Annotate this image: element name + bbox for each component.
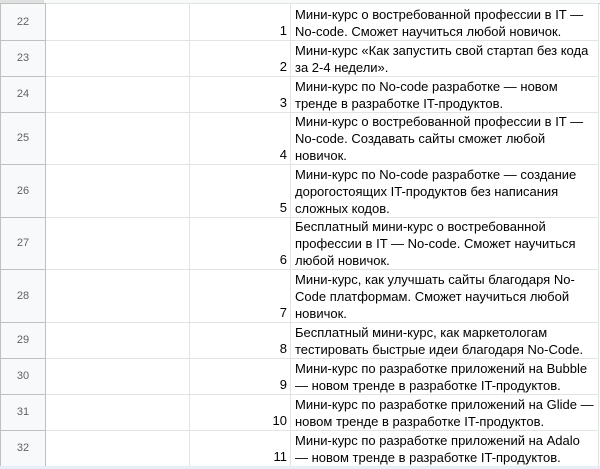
cell-b[interactable] xyxy=(46,218,190,270)
table-row xyxy=(1,431,599,467)
cell-number[interactable]: 2 xyxy=(190,41,291,77)
cell-description[interactable]: Мини-курс, как улучшать сайты благодаря No-Code платформам. Сможет научиться любой новичок. xyxy=(291,270,599,323)
cell-description[interactable]: Мини-курс по разработке приложений на Glide — новом тренде в разработке IT-продуктов. xyxy=(291,395,599,431)
cell-b[interactable] xyxy=(46,77,190,113)
cell-b[interactable] xyxy=(46,359,190,395)
cell-description[interactable]: Мини-курс о востребованной профессии в IT — No-code. Создавать сайты сможет любой новичок. xyxy=(291,113,599,165)
row-header[interactable]: 29 xyxy=(1,323,46,359)
cell-description[interactable]: Мини-курс по No-code разработке — новом тренде в разработке IT-продуктов. xyxy=(291,77,599,113)
cell-description[interactable]: Мини-курс о востребованной профессии в IT — No-code. Сможет научиться любой новичок. xyxy=(291,4,599,41)
table-row xyxy=(1,323,599,359)
cell-b[interactable] xyxy=(46,165,190,218)
table-row xyxy=(1,4,599,41)
cell-b[interactable] xyxy=(46,41,190,77)
row-header[interactable]: 28 xyxy=(1,270,46,323)
row-header[interactable]: 31 xyxy=(1,395,46,431)
cell-description[interactable]: Мини-курс по разработке приложений на Bubble — новом тренде в разработке IT-продуктов. xyxy=(291,359,599,395)
cell-b[interactable] xyxy=(46,395,190,431)
table-row xyxy=(1,113,599,165)
cell-description[interactable]: Бесплатный мини-курс, как маркетологам тестировать быстрые идеи благодаря No-Code. xyxy=(291,323,599,359)
cell-number[interactable]: 5 xyxy=(190,165,291,218)
cell-b[interactable] xyxy=(46,113,190,165)
cell-number[interactable]: 6 xyxy=(190,218,291,270)
cell-number[interactable]: 1 xyxy=(190,4,291,41)
row-header[interactable]: 24 xyxy=(1,77,46,113)
cell-number[interactable]: 9 xyxy=(190,359,291,395)
cell-number[interactable]: 10 xyxy=(190,395,291,431)
cell-b[interactable] xyxy=(46,4,190,41)
row-header[interactable]: 25 xyxy=(1,113,46,165)
cell-b[interactable] xyxy=(46,270,190,323)
table-row xyxy=(1,395,599,431)
row-header[interactable]: 26 xyxy=(1,165,46,218)
cell-description[interactable]: Мини-курс по No-code разработке — создание дорогостоящих IT-продуктов без написания сложных кодов. xyxy=(291,165,599,218)
cell-number[interactable]: 7 xyxy=(190,270,291,323)
row-header[interactable]: 30 xyxy=(1,359,46,395)
table-row xyxy=(1,77,599,113)
cell-description[interactable]: Мини-курс «Как запустить свой стартап без кода за 2-4 недели». xyxy=(291,41,599,77)
cell-description[interactable]: Бесплатный мини-курс о востребованной профессии в IT — No-code. Сможет научиться любой новичок. xyxy=(291,218,599,270)
row-header[interactable]: 22 xyxy=(1,4,46,41)
spreadsheet-grid xyxy=(0,3,599,467)
cell-number[interactable]: 3 xyxy=(190,77,291,113)
cell-number[interactable]: 11 xyxy=(190,431,291,467)
table-row xyxy=(1,165,599,218)
cell-b[interactable] xyxy=(46,431,190,467)
row-header[interactable]: 23 xyxy=(1,41,46,77)
table-row xyxy=(1,359,599,395)
cell-description[interactable]: Мини-курс по разработке приложений на Adalo — новом тренде в разработке IT-продуктов. xyxy=(291,431,599,467)
row-header[interactable]: 27 xyxy=(1,218,46,270)
cell-number[interactable]: 4 xyxy=(190,113,291,165)
cell-b[interactable] xyxy=(46,323,190,359)
table-row xyxy=(1,41,599,77)
table-row xyxy=(1,218,599,270)
table-row xyxy=(1,270,599,323)
row-header[interactable]: 32 xyxy=(1,431,46,467)
cell-number[interactable]: 8 xyxy=(190,323,291,359)
